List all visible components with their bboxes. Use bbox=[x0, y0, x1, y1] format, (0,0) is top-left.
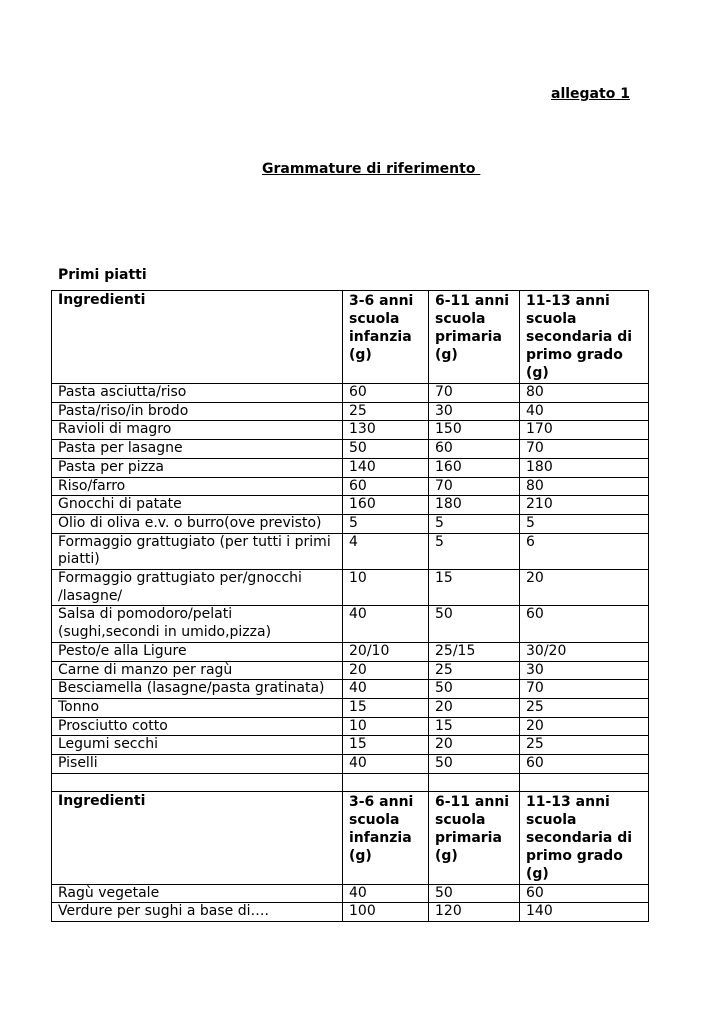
ingredient-name: Pasta/riso/in brodo bbox=[52, 402, 343, 421]
header-age-3-6: 3-6 anni scuola infanzia (g) bbox=[343, 291, 429, 384]
grams-11-13: 25 bbox=[520, 736, 649, 755]
grams-3-6: 15 bbox=[343, 698, 429, 717]
grams-11-13: 5 bbox=[520, 514, 649, 533]
grams-11-13: 6 bbox=[520, 533, 649, 569]
grams-3-6: 40 bbox=[343, 884, 429, 903]
ingredient-name: Olio di oliva e.v. o burro(ove previsto) bbox=[52, 514, 343, 533]
grams-11-13: 30/20 bbox=[520, 642, 649, 661]
table-row bbox=[52, 477, 649, 496]
grams-3-6: 40 bbox=[343, 755, 429, 774]
grams-11-13: 80 bbox=[520, 477, 649, 496]
header-age-6-11: 6-11 anni scuola primaria (g) bbox=[429, 791, 520, 884]
grams-11-13: 70 bbox=[520, 680, 649, 699]
header-ingredient: Ingredienti bbox=[52, 291, 343, 384]
table-row bbox=[52, 514, 649, 533]
ingredient-name: Piselli bbox=[52, 755, 343, 774]
ingredient-name: Pasta per pizza bbox=[52, 458, 343, 477]
table-row bbox=[52, 680, 649, 699]
header-age-3-6: 3-6 anni scuola infanzia (g) bbox=[343, 791, 429, 884]
grams-3-6: 60 bbox=[343, 384, 429, 403]
grams-6-11: 150 bbox=[429, 421, 520, 440]
ingredient-name: Prosciutto cotto bbox=[52, 717, 343, 736]
grams-11-13: 60 bbox=[520, 884, 649, 903]
ingredient-name: Verdure per sughi a base di…. bbox=[52, 903, 343, 922]
grams-6-11: 25/15 bbox=[429, 642, 520, 661]
grams-3-6: 20 bbox=[343, 661, 429, 680]
table-row bbox=[52, 642, 649, 661]
grams-11-13: 140 bbox=[520, 903, 649, 922]
grams-6-11: 20 bbox=[429, 698, 520, 717]
grams-3-6: 4 bbox=[343, 533, 429, 569]
ingredient-name: Formaggio grattugiato per/gnocchi /lasagne/ bbox=[52, 570, 343, 606]
grams-6-11: 20 bbox=[429, 736, 520, 755]
grams-3-6: 40 bbox=[343, 606, 429, 642]
ingredient-name: Pesto/e alla Ligure bbox=[52, 642, 343, 661]
grams-6-11: 50 bbox=[429, 884, 520, 903]
table-row bbox=[52, 384, 649, 403]
grams-11-13: 210 bbox=[520, 496, 649, 515]
grams-6-11: 15 bbox=[429, 717, 520, 736]
grams-6-11: 50 bbox=[429, 680, 520, 699]
ingredient-name: Tonno bbox=[52, 698, 343, 717]
table-row bbox=[52, 884, 649, 903]
grams-11-13: 25 bbox=[520, 698, 649, 717]
table-row bbox=[52, 698, 649, 717]
ingredient-name: Gnocchi di patate bbox=[52, 496, 343, 515]
grams-6-11: 15 bbox=[429, 570, 520, 606]
table-row bbox=[52, 717, 649, 736]
grams-3-6: 10 bbox=[343, 717, 429, 736]
grams-6-11: 180 bbox=[429, 496, 520, 515]
grams-3-6: 40 bbox=[343, 680, 429, 699]
table-row bbox=[52, 421, 649, 440]
ingredient-name: Pasta asciutta/riso bbox=[52, 384, 343, 403]
ingredient-name: Ragù vegetale bbox=[52, 884, 343, 903]
empty-cell bbox=[429, 773, 520, 791]
empty-cell bbox=[520, 773, 649, 791]
table-row bbox=[52, 440, 649, 459]
grams-6-11: 30 bbox=[429, 402, 520, 421]
grams-11-13: 20 bbox=[520, 570, 649, 606]
grams-6-11: 5 bbox=[429, 533, 520, 569]
grams-6-11: 50 bbox=[429, 755, 520, 774]
grams-3-6: 10 bbox=[343, 570, 429, 606]
table-row bbox=[52, 661, 649, 680]
grams-3-6: 130 bbox=[343, 421, 429, 440]
grams-6-11: 50 bbox=[429, 606, 520, 642]
grams-3-6: 50 bbox=[343, 440, 429, 459]
grams-3-6: 160 bbox=[343, 496, 429, 515]
grams-3-6: 5 bbox=[343, 514, 429, 533]
ingredient-name: Ravioli di magro bbox=[52, 421, 343, 440]
header-age-11-13: 11-13 anni scuola secondaria di primo grado (g) bbox=[520, 291, 649, 384]
grams-6-11: 25 bbox=[429, 661, 520, 680]
header-ingredient: Ingredienti bbox=[52, 791, 343, 884]
table-header-row bbox=[52, 291, 649, 384]
header-age-11-13: 11-13 anni scuola secondaria di primo grado (g) bbox=[520, 791, 649, 884]
section-title: Primi piatti bbox=[58, 267, 147, 283]
grams-11-13: 180 bbox=[520, 458, 649, 477]
ingredient-name: Pasta per lasagne bbox=[52, 440, 343, 459]
table-row bbox=[52, 903, 649, 922]
grams-3-6: 25 bbox=[343, 402, 429, 421]
grams-11-13: 40 bbox=[520, 402, 649, 421]
grams-6-11: 120 bbox=[429, 903, 520, 922]
grams-6-11: 60 bbox=[429, 440, 520, 459]
grams-6-11: 70 bbox=[429, 384, 520, 403]
grams-11-13: 80 bbox=[520, 384, 649, 403]
grams-11-13: 60 bbox=[520, 606, 649, 642]
header-age-6-11: 6-11 anni scuola primaria (g) bbox=[429, 291, 520, 384]
grams-11-13: 70 bbox=[520, 440, 649, 459]
grams-6-11: 70 bbox=[429, 477, 520, 496]
grammature-table bbox=[51, 290, 649, 922]
table-row bbox=[52, 533, 649, 569]
grams-3-6: 15 bbox=[343, 736, 429, 755]
ingredient-name: Carne di manzo per ragù bbox=[52, 661, 343, 680]
empty-cell bbox=[343, 773, 429, 791]
table-header-row-repeat bbox=[52, 791, 649, 884]
table-row bbox=[52, 570, 649, 606]
grams-3-6: 100 bbox=[343, 903, 429, 922]
grams-3-6: 60 bbox=[343, 477, 429, 496]
ingredient-name: Besciamella (lasagne/pasta gratinata) bbox=[52, 680, 343, 699]
ingredient-name: Formaggio grattugiato (per tutti i primi piatti) bbox=[52, 533, 343, 569]
empty-cell bbox=[52, 773, 343, 791]
grams-11-13: 170 bbox=[520, 421, 649, 440]
ingredient-name: Salsa di pomodoro/pelati (sughi,secondi in umido,pizza) bbox=[52, 606, 343, 642]
grams-11-13: 60 bbox=[520, 755, 649, 774]
grams-3-6: 140 bbox=[343, 458, 429, 477]
ingredient-name: Legumi secchi bbox=[52, 736, 343, 755]
table-row bbox=[52, 606, 649, 642]
annex-label: allegato 1 bbox=[551, 86, 630, 102]
table-row bbox=[52, 458, 649, 477]
table-row bbox=[52, 736, 649, 755]
empty-separator-row bbox=[52, 773, 649, 791]
document-title: Grammature di riferimento bbox=[262, 161, 481, 177]
ingredient-name: Riso/farro bbox=[52, 477, 343, 496]
grams-3-6: 20/10 bbox=[343, 642, 429, 661]
grams-11-13: 20 bbox=[520, 717, 649, 736]
grams-6-11: 160 bbox=[429, 458, 520, 477]
grams-6-11: 5 bbox=[429, 514, 520, 533]
table-row bbox=[52, 402, 649, 421]
table-row bbox=[52, 496, 649, 515]
grams-11-13: 30 bbox=[520, 661, 649, 680]
table-row bbox=[52, 755, 649, 774]
